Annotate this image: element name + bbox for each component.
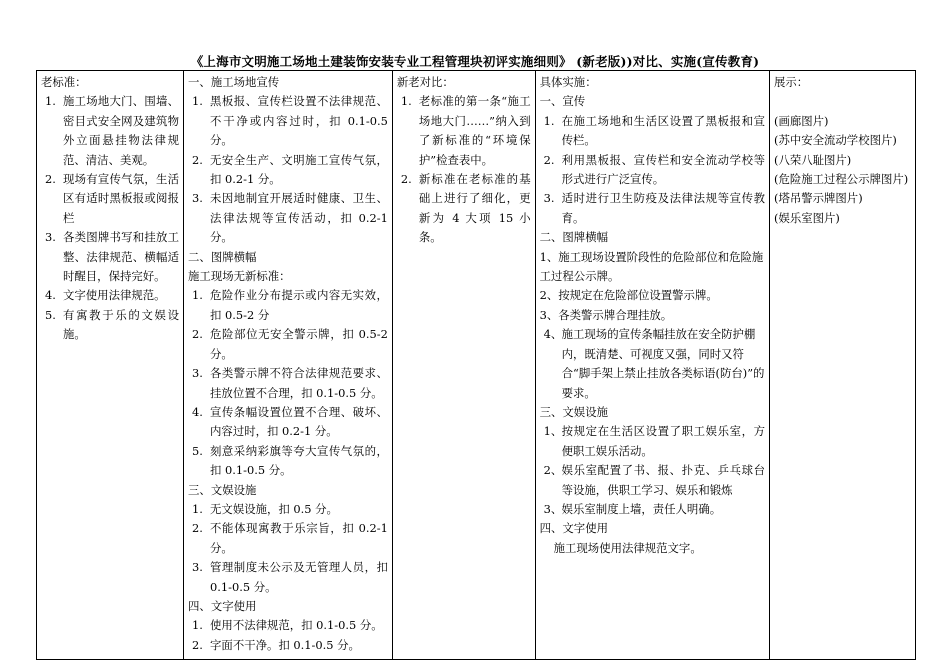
display-header: 展示： (774, 75, 809, 89)
display-item: (娱乐室图片) (774, 210, 840, 225)
item-text: 老标准的第一条“施工场地大门……”纳入到了新标准的“环境保护”检查表中。 (418, 94, 531, 167)
item-text: 未因地制宜开展适时健康、卫生、法律法规等宣传活动，扣 0.2-1 分。 (210, 191, 388, 245)
item-text: 各类警示牌不符合法律规范要求、挂放位置不合理，扣 0.1-0.5 分。 (210, 366, 388, 400)
item-text: 使用不法律规范，扣 0.1-0.5 分。 (210, 618, 383, 633)
list-item (540, 112, 765, 151)
section-heading: 二、图牌横幅 (188, 249, 257, 264)
list-item (41, 92, 179, 170)
section-heading: 一、宣传 (539, 94, 586, 109)
item-number: 2. (192, 521, 203, 536)
item-text: 施工场地大门、围墙、密目式安全网及建筑物外立面悬挂物法律规范、清洁、美观。 (63, 94, 180, 167)
list-item (540, 461, 765, 500)
old-standard-list (41, 92, 179, 344)
item-text: 管理制度未公示及无管理人员，扣 0.1-0.5 分。 (210, 560, 388, 594)
implementation-sections (540, 92, 765, 558)
item-text: 无文娱设施，扣 0.5 分。 (210, 501, 338, 516)
item-number: 3. (192, 191, 203, 206)
item-number: 3. (192, 366, 203, 381)
item-text: 在施工场地和生活区设置了黑板报和宣传栏。 (561, 113, 766, 148)
section-list (188, 92, 388, 247)
item-number: 3、 (543, 501, 563, 516)
item-number: 3. (45, 230, 56, 245)
item-text: 宣传条幅设置位置不合理、破坏、内容过时，扣 0.2-1 分。 (210, 404, 388, 439)
display-item: (八荣八耻图片) (774, 152, 852, 167)
list-item (540, 151, 765, 190)
list-item (188, 189, 388, 247)
list-item (540, 325, 765, 403)
list-item (397, 92, 531, 170)
list-item (188, 442, 388, 481)
section-heading: 三、文娱设施 (188, 482, 257, 497)
item-number: 5. (45, 307, 56, 322)
list-item: 2、按规定在危险部位设置警示牌。 (539, 288, 718, 303)
comparison-cell (392, 71, 535, 660)
item-text: 文字使用法律规范。 (63, 288, 166, 303)
list-item (188, 636, 388, 655)
item-text: 按规定在生活区设置了职工娱乐室，方便职工娱乐活动。 (561, 424, 766, 458)
list-item (540, 189, 765, 228)
item-number: 3. (192, 560, 203, 575)
section-heading: 四、文字使用 (188, 598, 257, 613)
item-number: 1. (45, 94, 56, 109)
section-heading: 三、文娱设施 (539, 404, 608, 419)
section-heading: 四、文字使用 (539, 521, 608, 536)
display-item: (危险施工过程公示牌图片) (774, 172, 909, 187)
old-standard-cell (37, 71, 184, 660)
item-number: 4. (45, 288, 56, 303)
item-number: 1. (400, 94, 412, 109)
item-text: 娱乐室制度上墙，责任人明确。 (561, 501, 722, 516)
display-item (774, 92, 911, 111)
list-item (188, 151, 388, 190)
list-item (188, 616, 388, 635)
list-item (188, 92, 388, 150)
list-item (41, 228, 179, 286)
item-text: 刻意采纳彩旗等夸大宣传气氛的，扣 0.1-0.5 分。 (210, 443, 388, 478)
item-text: 施工现场的宣传条幅挂放在安全防护棚内，既清楚、可视度又强，同时又符合“脚手架上禁止挂放各类标语(防台)”的要求。 (561, 327, 765, 400)
table-row (37, 71, 916, 660)
item-number: 1. (192, 94, 203, 109)
item-number: 2、 (543, 463, 563, 478)
list-item (397, 170, 531, 248)
item-text: 现场有宣传气氛，生活区有适时黑板报或阅报栏 (63, 172, 180, 225)
list-item (188, 403, 388, 442)
display-item: (画廊图片) (774, 113, 829, 128)
item-text: 危险部位无安全警示牌，扣 0.5-2 分。 (210, 327, 388, 361)
comparison-table (36, 70, 916, 660)
section-list (540, 422, 765, 519)
item-number: 1. (192, 501, 203, 516)
implementation-cell (535, 71, 769, 660)
item-number: 1. (543, 113, 555, 128)
item-number: 1. (192, 618, 203, 633)
list-item (540, 500, 765, 519)
item-text: 适时进行卫生防疫及法律法规等宣传教育。 (561, 191, 766, 225)
item-text: 危险作业分布提示或内容无实效，扣 0.5-2 分 (210, 288, 388, 322)
item-number: 2. (45, 172, 56, 187)
item-number: 1. (192, 288, 203, 303)
implementation-header: 具体实施： (539, 75, 597, 89)
list-item (188, 286, 388, 325)
display-item: (苏中安全流动学校图片) (774, 133, 897, 148)
list-item (41, 170, 179, 228)
item-text: 无安全生产、文明施工宣传气氛，扣 0.2-1 分。 (210, 152, 388, 187)
list-item (188, 500, 388, 519)
list-item: 1、施工现场设置阶段性的危险部位和危险施工过程公示牌。 (539, 249, 764, 284)
section-list (188, 616, 388, 655)
list-item: 3、各类警示牌合理挂放。 (539, 307, 673, 322)
item-number: 1、 (543, 424, 563, 439)
item-number: 2. (192, 327, 203, 342)
item-number: 2. (192, 152, 203, 167)
comparison-list (397, 92, 531, 247)
document-title: 《上海市文明施工场地土建装饰安装专业工程管理块初评实施细则》 (新老版))对比、实施(宣传教育) (190, 54, 760, 69)
list-item (41, 286, 179, 305)
item-number: 2. (543, 152, 555, 167)
item-number: 4. (192, 404, 203, 419)
item-number: 5. (192, 443, 203, 458)
new-standard-cell (184, 71, 393, 660)
item-number: 3. (543, 191, 555, 206)
display-cell (770, 71, 916, 660)
list-item (41, 306, 179, 345)
section-list (540, 112, 765, 228)
item-text: 黑板报、宣传栏设置不法律规范、不干净或内容过时，扣 0.1-0.5 分。 (210, 94, 388, 148)
item-number: 4、 (543, 327, 563, 342)
item-text: 字面不干净。扣 0.1-0.5 分。 (210, 637, 360, 652)
new-standard-sections (188, 73, 388, 655)
item-text: 新标准在老标准的基础上进行了细化，更新为 4 大项 15 小条。 (418, 172, 531, 245)
item-number: 2. (400, 172, 412, 187)
list-item (188, 558, 388, 597)
comparison-header: 新老对比： (396, 75, 454, 89)
list-item (540, 422, 765, 461)
list-item (188, 325, 388, 364)
section-heading: 一、施工场地宣传 (188, 75, 280, 89)
item-number: 2. (192, 637, 203, 652)
section-heading: 二、图牌横幅 (539, 230, 608, 245)
item-text: 不能体现寓教于乐宗旨，扣 0.2-1 分。 (210, 521, 388, 555)
section-list (540, 325, 765, 403)
item-text: 有寓教于乐的文娱设施。 (63, 307, 180, 342)
section-list (188, 286, 388, 480)
old-standard-header: 老标准： (41, 75, 87, 89)
item-text: 各类图牌书写和挂放工整、法律规范、横幅适时醒目，保持完好。 (63, 230, 180, 284)
list-item: 施工现场使用法律规范文字。 (553, 540, 702, 555)
item-text: 娱乐室配置了书、报、扑克、乒乓球台等设施，供职工学习、娱乐和锻炼 (561, 463, 766, 497)
list-item (188, 519, 388, 558)
display-list (774, 92, 911, 228)
item-text: 利用黑板报、宣传栏和安全流动学校等形式进行广泛宣传。 (561, 152, 766, 187)
section-intro: 施工现场无新标准： (188, 269, 291, 284)
display-item: (塔吊警示牌图片) (774, 191, 863, 206)
section-list (188, 500, 388, 597)
list-item (188, 364, 388, 403)
